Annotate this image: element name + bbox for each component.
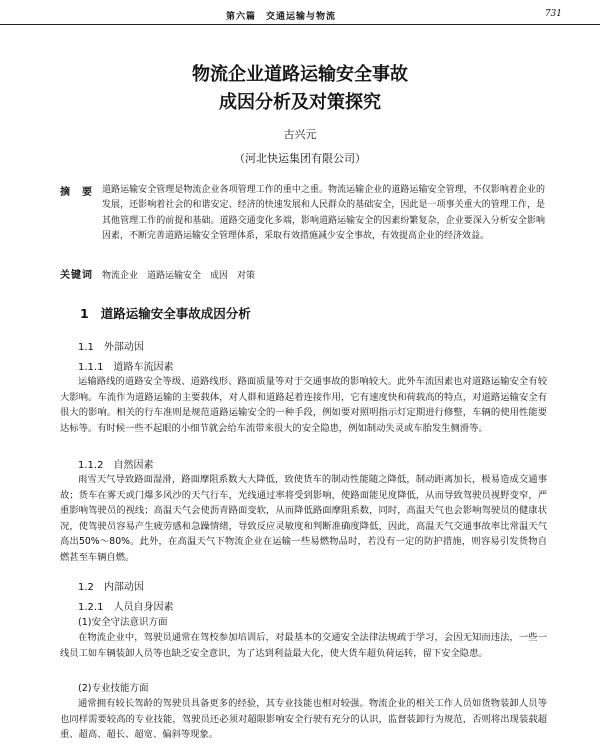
section-1-1-2-title: 自然因素 (113, 460, 154, 471)
section-1-1-number: 1.1 (78, 342, 94, 353)
section-1-1-heading (78, 338, 144, 353)
abstract-text: 道路运输安全管理是物流企业各项管理工作的重中之重。物流运输企业的道路运输安全管理，不仅影响着企业的发展，还影响着社会的和谐安定、经济的快速发展和人民群众的基础安全，因此是一项事关重大的管理工作，是其他管理工作的前提和基础。道路交通变化多端，影响道路运输安全的因素纷繁复杂，企业要深入分析安全影响因素，不断完善道路运输安全管理体系，采取有效措施减少安全事故，有效提高企业的经济效益。 (102, 185, 545, 242)
chapter-header: 第六篇 交通运输与物流 (226, 12, 337, 22)
title-line-2: 成因分析及对策探究 (219, 92, 381, 113)
section-1-2-heading (78, 578, 144, 593)
affiliation: （河北快运集团有限公司） (234, 152, 366, 165)
header-rule (0, 24, 600, 25)
page-number: 731 (544, 9, 562, 19)
paragraph-road-traffic: 运输路线的道路安全等级、道路线形、路面质量等对于交通事故的影响较大。此外车流因素也对道路运输安全有较大影响。车流作为道路运输的主要载体，对人群和道路起着连接作用，它有速度快和荷载高的特点，对道路运输安全有很大的影响。相关的行车准则是规范道路运输安全的一种手段，例如要对照明指示灯定期进行修整，车辆的使用性能要达标等。有时候一些不起眼的小细节就会给车流带来很大的安全隐患，例如制动失灵或车胎发生侧滑等。 (60, 376, 547, 434)
subhead-safety-awareness: (1)安全守法意识方面 (78, 617, 168, 628)
keywords-label: 关键词 (60, 270, 93, 281)
section-1-1-2-number: 1.1.2 (78, 460, 104, 471)
abstract-label: 摘 要 (60, 187, 93, 198)
title-line-1: 物流企业道路运输安全事故 (192, 64, 408, 85)
paragraph-safety-awareness: 在物流企业中，驾驶员通常在驾校参加培训后，对最基本的交通安全法律法规疏于学习，会因无知而违法，一些一线员工如车辆装卸人员等也缺乏安全意识，为了达到利益最大化，使大货车超负荷运转，留下安全隐患。 (60, 632, 547, 659)
section-1-2-title: 内部动因 (103, 582, 144, 593)
author: 古兴元 (283, 128, 317, 141)
section-1-1-1-heading (78, 358, 173, 373)
section-1-number: 1 (80, 306, 89, 321)
paragraph-natural-factors: 雨雪天气导致路面湿滑，路面摩阻系数大大降低，致使货车的制动性能随之降低，制动距离加长，极易造成交通事故；货车在雾天或门爆多风沙的天气行车，光线通过率将受到影响，使路面能见度降低，从而导致驾驶员视野变窄，严重影响驾驶员的视线；高温天气会使沥青路面变软，从而降低路面摩阻系数，同时，高温天气也会影响驾驶员的健康状况，使驾驶员容易产生疲劳感和急躁情绪，导致反应灵敏度和判断准确度降低，因此，高温天气交通事故率比常温天气高出50%～80%。此外，在高温天气下物流企业在运输一些易燃物品时，若没有一定的防护措施，则容易引发货物自燃甚至车辆自燃。 (60, 474, 547, 563)
section-1-2-1-heading (78, 598, 173, 613)
section-1-1-title: 外部动因 (103, 342, 144, 353)
section-1-2-1-number: 1.2.1 (78, 602, 104, 613)
section-1-1-2-heading (78, 456, 153, 471)
running-header (0, 6, 600, 22)
section-1-title: 道路运输安全事故成因分析 (100, 306, 251, 321)
section-1-heading (80, 304, 251, 322)
keywords-text: 物流企业 道路运输安全 成因 对策 (102, 271, 256, 281)
section-1-1-1-title: 道路车流因素 (113, 362, 174, 373)
section-1-2-number: 1.2 (78, 582, 94, 593)
paragraph-professional-skills: 通常拥有较长驾龄的驾驶员具备更多的经验，其专业技能也相对较强。物流企业的相关工作人员如货物装卸人员等也同样需要较高的专业技能，驾驶员还必须对超限影响安全行驶有充分的认识，监督装卸行为规范，否则将出现装载超重、超高、超长、超宽、偏斜等现象。 (60, 698, 547, 740)
section-1-2-1-title: 人员自身因素 (113, 602, 174, 613)
section-1-1-1-number: 1.1.1 (78, 362, 104, 373)
subhead-professional-skills: (2)专业技能方面 (78, 683, 149, 694)
